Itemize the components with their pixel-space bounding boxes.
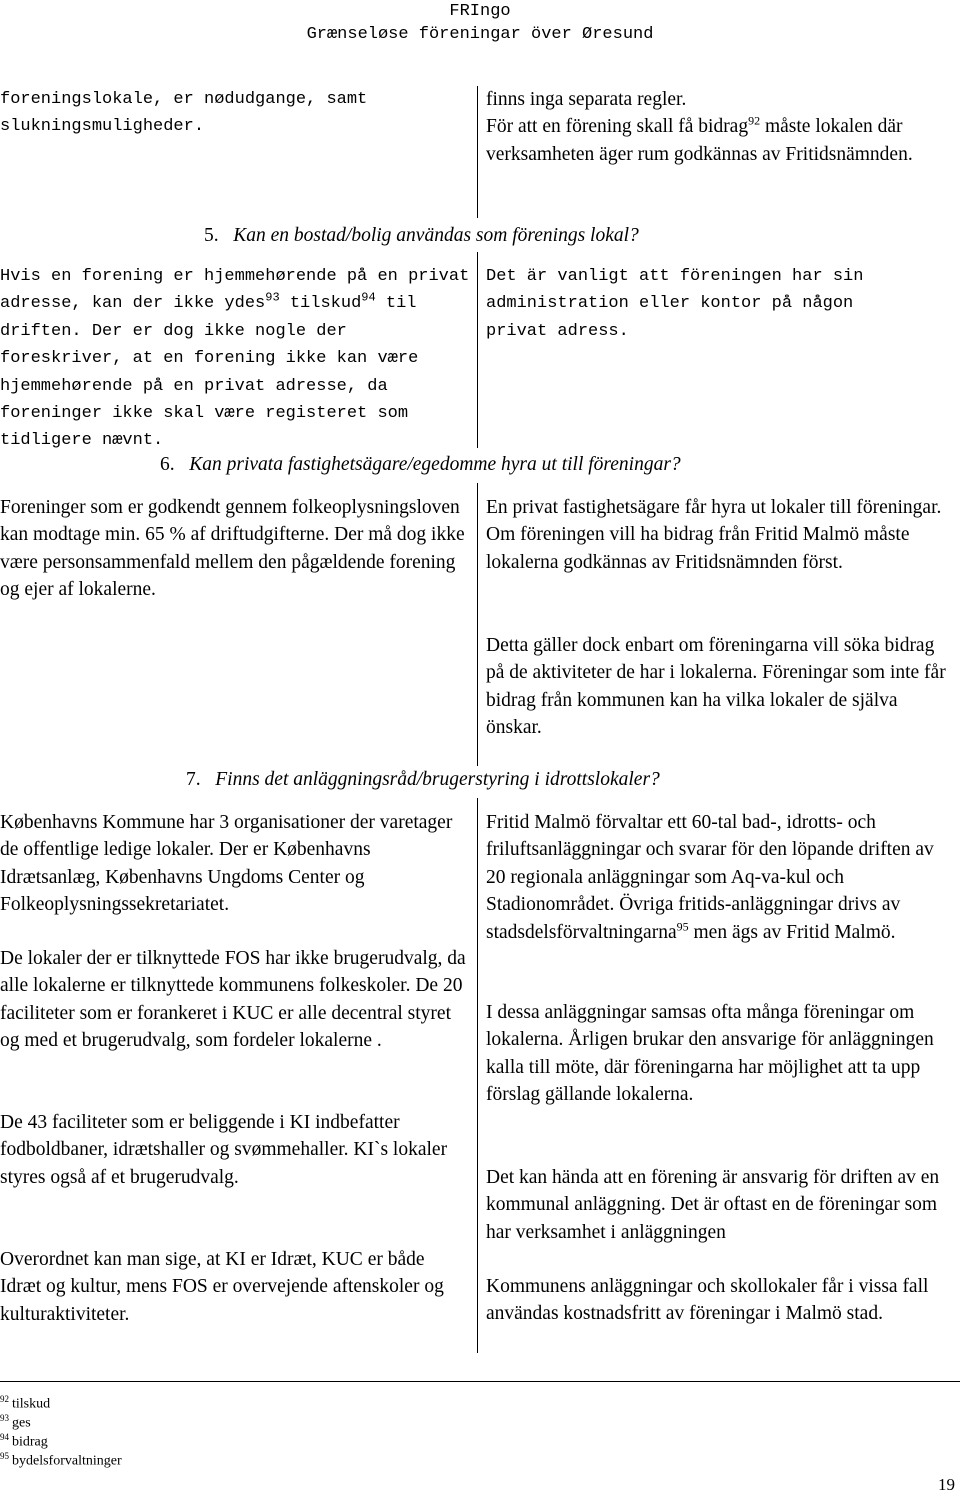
question-6-text: Kan privata fastighetsägare/egedomme hyra ut till föreningar? [189,454,681,475]
footnote-92: $^{92}$ tilskud [0,1394,51,1412]
q5-left-c: til driften. Der er dog ikke nogle der foreskriver, at en forening ikke kan være hjemmehørende på en privat adresse, da foreninger ikke skal være registeret som tidligere nævnt. [0,294,419,451]
q7-right-p2: I dessa anläggningar samsas ofta många föreningar om lokalerna. Årligen brukar den ansvarige för anläggningen kalla till möte, där föreningarna har möjlighet att ta upp förslag gällande lokalerna. [486,1002,934,1106]
footnote-94: $^{94}$ bidrag [0,1432,48,1450]
q7-left-p1: Københavns Kommune har 3 organisationer der varetager de offentlige ledige lokaler. Der er Københavns Idrætsanlæg, Københavns Ungdoms Center og Folkeoplysningssekretariatet. [0,812,453,916]
q7-right-p1 [486,809,958,946]
question-5-number: 5. [204,225,219,246]
column-divider [477,483,478,766]
top-right-text [486,86,956,168]
q6-left-text: Foreninger som er godkendt gennem folkeoplysningsloven kan modtage min. 65 % af driftudgifterne. Der må dog ikke være personsammenfald mellem den pågældende forening og ejer af lokalerne. [0,497,465,601]
top-right-text-a: För att en förening skall få bidrag [486,116,749,138]
question-5-heading [204,223,639,249]
column-divider [477,798,478,1353]
footnote-ref-94: 94 [361,290,376,305]
q7-right-p3: Det kan hända att en förening är ansvarig för driften av en kommunal anläggning. Det är oftast en de föreningar som har verksamhet i anläggningen [486,1167,940,1243]
header-subtitle: Grænseløse föreningar över Øresund [306,25,654,44]
q7-right-p1b: men ägs av Fritid Malmö. [688,921,896,943]
q5-left-text [0,263,470,455]
question-7-heading [186,767,660,793]
q6-right-p2: Detta gäller dock enbart om föreningarna vill söka bidrag på de aktiviteter de har i lokalerna. Föreningar som inte får bidrag från kommunen kan ha vilka lokaler de själva önskar. [486,635,946,739]
footnote-95: $^{95}$ bydelsforvaltninger [0,1451,122,1469]
top-right-text-b: måste lokalen där verksamheten äger rum godkännas av Fritidsnämnden. [486,116,913,165]
page-number: 19 [938,1475,955,1494]
top-right-line1: finns inga separata regler. [486,89,687,110]
header-title: FRIngo [449,2,511,21]
q7-right-p4: Kommunens anläggningar och skollokaler får i vissa fall användas kostnadsfritt av föreningar i Malmö stad. [486,1276,929,1325]
question-6-number: 6. [160,454,175,475]
footnote-ref-92: 92 [748,113,761,128]
question-6-heading [160,452,681,478]
column-divider [477,86,478,218]
footnote-ref-93: 93 [265,290,280,305]
q7-right-p1a: Fritid Malmö förvaltar ett 60-tal bad-, idrotts- och friluftsanläggningar och svarar för den löpande driften av 20 regionala anläggningar som Aq-va-kul och Stadionområdet. Övriga fritids-anläggningar drivs av stadsdelsförvaltningarna [486,812,934,943]
footnote-93: $^{93}$ ges [0,1413,31,1431]
q7-left-p3: De 43 faciliteter som er beliggende i KI indbefatter fodboldbaner, idrætshaller og svømmehaller. KI`s lokaler styres også af et brugerudvalg. [0,1112,448,1188]
footnote-ref-95: 95 [676,919,689,934]
column-divider [477,252,478,448]
q7-left-p4: Overordnet kan man sige, at KI er Idræt, KUC er både Idræt og kultur, mens FOS er overvejende aftenskoler og kulturaktiviteter. [0,1249,444,1325]
q5-right-text: Det är vanligt att föreningen har sin administration eller kontor på någon privat adress. [486,267,864,341]
question-5-text: Kan en bostad/bolig användas som förenings lokal? [233,225,639,246]
q5-left-b: tilskud [279,294,362,314]
footnote-separator [0,1381,960,1382]
question-7-number: 7. [186,769,201,790]
top-left-text: foreningslokale, er nødudgange, samt slukningsmuligheder. [0,90,368,137]
question-7-text: Finns det anläggningsråd/brugerstyring i idrottslokaler? [215,769,660,790]
q7-left-p2: De lokaler der er tilknyttede FOS har ikke brugerudvalg, da alle lokalerne er tilknyttede kommunens folkeskoler. De 20 faciliteter som er forankeret i KUC er alle decentral styret og med et brugerudvalg, som fordeler lokalerne . [0,948,466,1052]
q6-right-p1: En privat fastighetsägare får hyra ut lokaler till föreningar. Om föreningen vill ha bidrag från Fritid Malmö måste lokalerna godkännas av Fritidsnämnden först. [486,497,942,573]
q5-left-a: Hvis en forening er hjemmehørende på en privat adresse, kan der ikke ydes [0,267,470,314]
